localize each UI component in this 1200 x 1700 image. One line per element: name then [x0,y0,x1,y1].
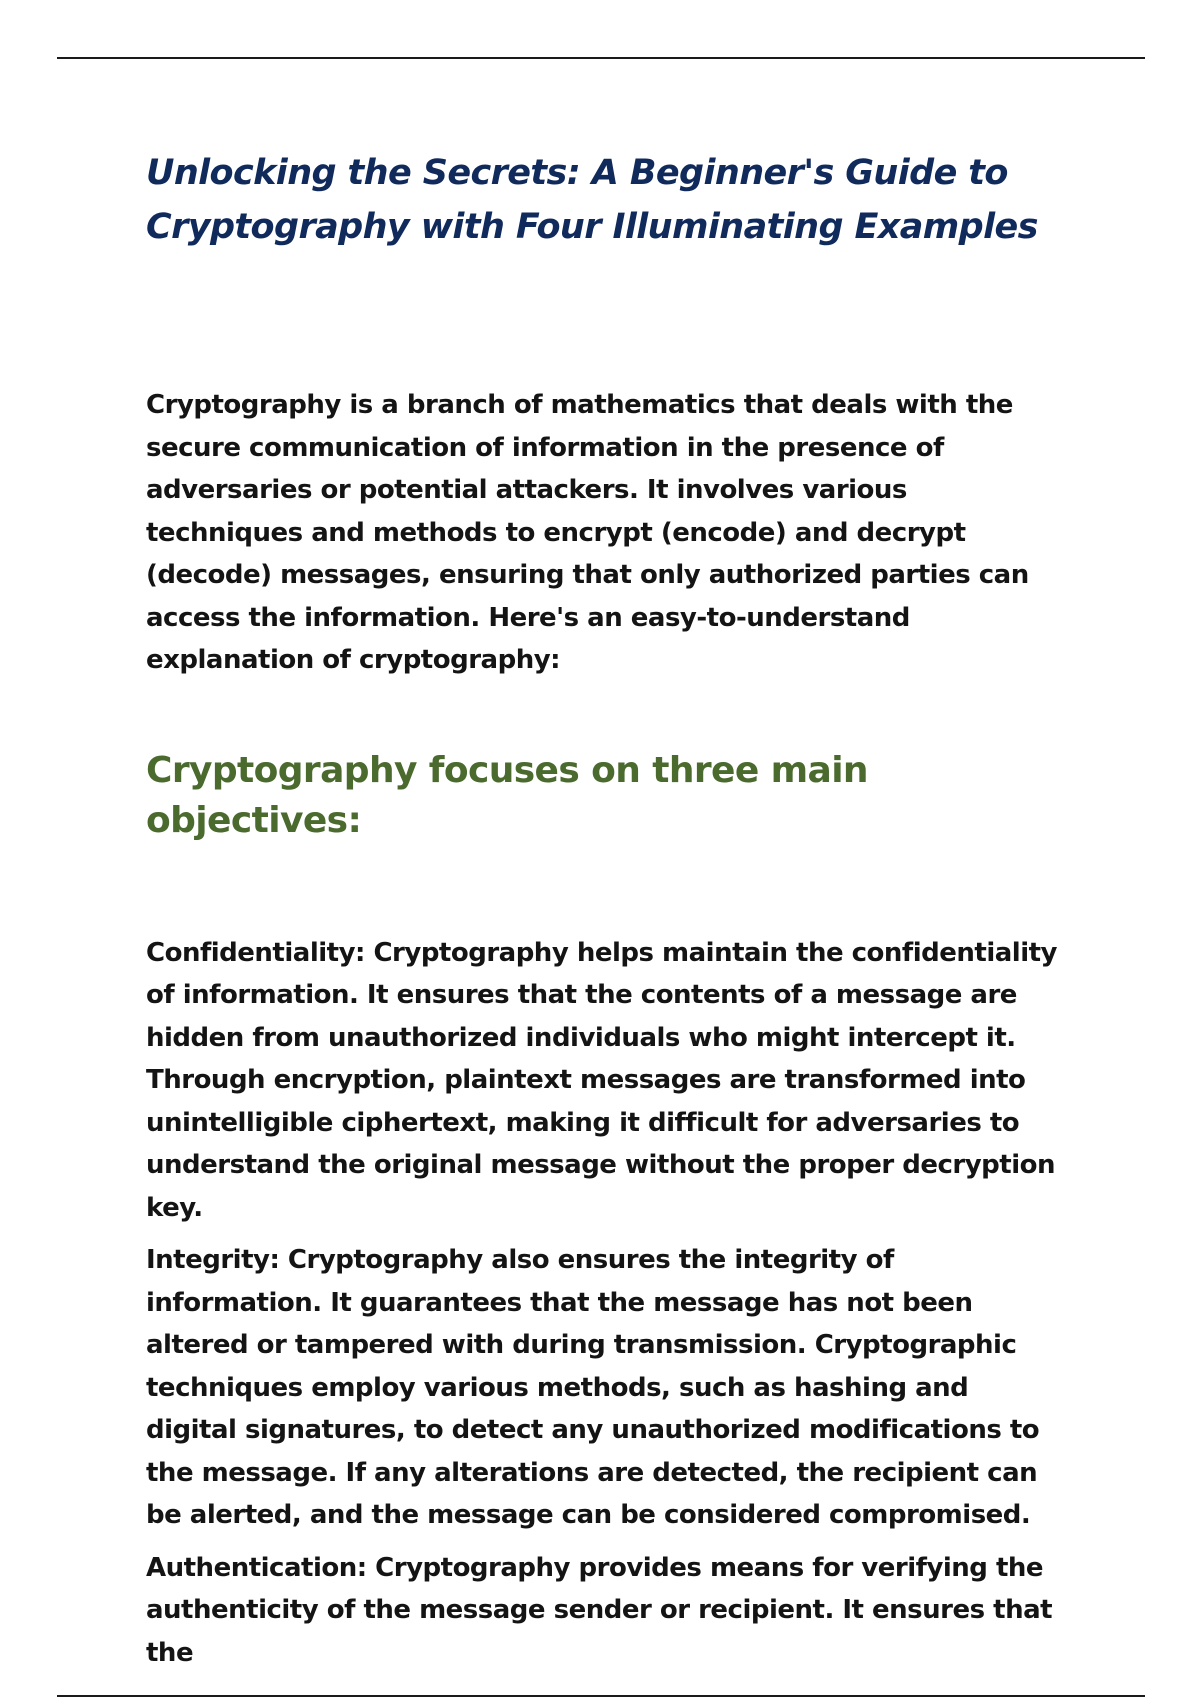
section-heading: Cryptography focuses on three main objectives: [146,749,868,841]
document-title [146,146,1066,254]
objective-authentication: Authentication: Cryptography provides means for verifying the authenticity of the message sender or recipient. It ensures that the [146,1552,1053,1668]
title-line-1: Unlocking the Secrets: A Beginner's Guide to [146,153,1008,193]
top-rule [57,57,1145,59]
title-line-2: Cryptography with Four Illuminating Examples [146,207,1038,247]
intro-paragraph: Cryptography is a branch of mathematics that deals with the secure communication of information in the presence of adversaries or potential attackers. It involves various techniques and methods to encrypt (encode) and decrypt (decode) messages, ensuring that only authorized parties can access the information. Here's an easy-to-understand explanation of cryptography: [146,390,1029,675]
bottom-rule [57,1695,1145,1697]
document-body [146,146,1066,1674]
objective-integrity: Integrity: Cryptography also ensures the integrity of information. It guarantees that the message has not been altered or tampered with during transmission. Cryptographic techniques employ various methods, such as hashing and digital signatures, to detect any unauthorized modifications to the message. If any alterations are detected, the recipient can be alerted, and the message can be considered compromised. [146,1245,1040,1530]
objective-confidentiality: Confidentiality: Cryptography helps maintain the confidentiality of information. It ensures that the contents of a message are hidden from unauthorized individuals who might intercept it. Through encryption, plaintext messages are transformed into unintelligible ciphertext, making it difficult for adversaries to understand the original message without the proper decryption key. [146,937,1057,1223]
objectives-list [146,932,1066,1675]
